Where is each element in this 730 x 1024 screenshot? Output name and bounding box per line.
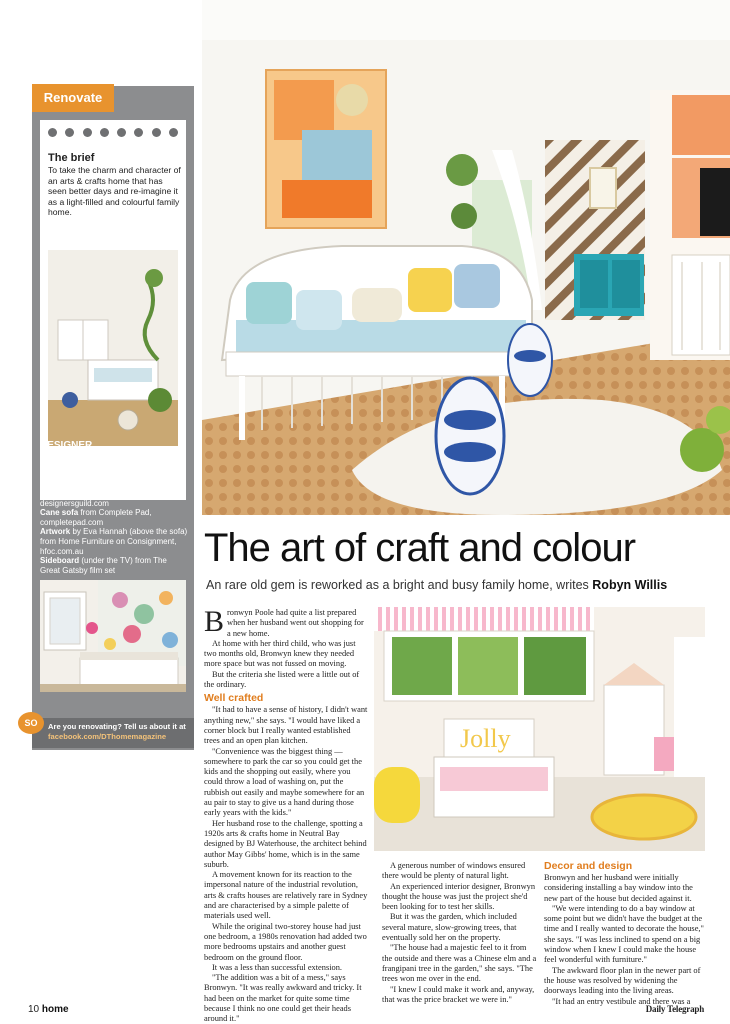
body-paragraph: An experienced interior designer, Bronwyn thought the house was just the project she'd been looking for to test her skills.: [382, 881, 536, 912]
standfirst-text: An rare old gem is reworked as a bright and busy family home, writes: [206, 578, 593, 592]
hero-photo-living-room: [202, 0, 730, 515]
facebook-link[interactable]: facebook.com/DThomemagazine: [48, 732, 167, 741]
source-list: [40, 489, 188, 575]
article-column-3: [544, 858, 706, 1007]
body-paragraph: "It had to have a sense of history, I didn't want anything new," she says. "I would have liked a corner block but I really wanted established trees and an open plan kitchen.: [204, 705, 368, 746]
svg-text:Jolly: Jolly: [460, 724, 511, 753]
section-name: home: [41, 1004, 69, 1015]
body-paragraph: It was a less than successful extension.: [212, 962, 343, 972]
body-paragraph: "It had an entry vestibule and there was a: [552, 996, 691, 1006]
body-paragraph: But the criteria she listed were a little out of the ordinary.: [204, 669, 360, 690]
designer-url: touchinteriors.com: [40, 462, 106, 471]
body-paragraph: Her husband rose to the challenge, spotting a 1920s arts & crafts home in Neutral Bay designed by BJ Waterhouse, the architect behind author May Gibbs' home, which is in the same suburb.: [204, 818, 367, 869]
article-standfirst: [206, 578, 726, 592]
source-item: Artwork by Eva Hannah (above the sofa) from Home Furniture on Consignment, hfoc.com.au: [40, 527, 188, 556]
subheading-decor-and-design: Decor and design: [544, 860, 633, 872]
renovate-tag: Renovate: [32, 84, 114, 112]
page-number: 10: [28, 1004, 40, 1015]
renovating-callout-line: Are you renovating? Tell us about it at: [48, 722, 186, 731]
source-item: Sideboard (under the TV) from The Great Gatsby film set: [40, 556, 167, 575]
body-paragraph: But it was the garden, which included several mature, slow-growing trees, that eventually sold her on the property.: [382, 912, 517, 943]
body-paragraph: "The addition was a bit of a mess," says Bronwyn. "It was really awkward and tricky. It had been on the market for quite some time because I think no one could get their heads around it.": [204, 973, 362, 1024]
subheading-well-crafted: Well crafted: [204, 692, 264, 705]
body-paragraph: A movement known for its reaction to the impersonal nature of the industrial revolution, arts & crafts houses are relatively rare in Sydney and are characterised by a simple palette of materials used well.: [204, 870, 368, 921]
drop-cap: B: [204, 605, 225, 638]
bedroom-wallpaper-photo: [40, 580, 186, 692]
renovate-sidebar: [32, 86, 194, 750]
body-paragraph: "I knew I could make it work and, anyway, that was the price bracket we were in.": [382, 984, 535, 1004]
page-footer-left: [28, 1004, 69, 1015]
source-item: Cane sofa from Complete Pad, completepad.com: [40, 508, 152, 527]
body-paragraph: "Convenience was the biggest thing — somewhere to park the car so you could get the kids and the shopping out easily, where you could throw a load of washing on, put the rubbish out easily and maybe somewhere for an au pair to stay to give us a hand during those early years with the kids.": [204, 746, 365, 818]
body-paragraph: Bronwyn and her husband were initially considering installing a bay window into the new part of the house but decided against it.: [544, 873, 693, 903]
body-paragraph: "We were intending to do a bay window at some point but we didn't have the budget at the time and I really wanted to decorate the house," she says. "I was less inclined to spend on a big window when I knew I could make the house feel wonderful with furniture.": [544, 903, 704, 965]
masthead: Daily Telegraph: [645, 1004, 704, 1014]
source-item: Entry wallpaper from Designers Guild, designersguild.com: [40, 489, 180, 508]
brief-photo-living-room: [48, 250, 178, 446]
source-heading: THE SOURCE: [40, 477, 106, 488]
body-paragraph: A generous number of windows ensured there would be plenty of natural light.: [382, 861, 526, 881]
brief-dots-decoration: [48, 128, 178, 137]
body-paragraph: At home with her third child, who was just two months old, Bronwyn knew they needed more space but was not fussed on moving.: [204, 638, 356, 669]
brief-title: The brief: [48, 152, 95, 164]
article-headline: The art of craft and colour: [204, 526, 636, 570]
renovate-logo-icon: SO: [18, 712, 44, 734]
byline: Robyn Willis: [592, 578, 668, 592]
kids-bedroom-photo: [374, 607, 705, 851]
body-paragraph: While the original two-storey house had just one bedroom, a 1980s renovation had added two more bedrooms upstairs and another guest bedroom on the ground floor.: [204, 921, 367, 962]
designer-name: Bronwyn Poole, Touch Interiors: [40, 452, 151, 461]
body-paragraph: The awkward floor plan in the newer part of the house was resolved by widening the doorways leading into the living areas.: [544, 965, 701, 996]
article-column-2: [382, 861, 538, 1005]
body-paragraph: "The house had a majestic feel to it from the outside and there was a Chinese elm and a frangipani tree in the garden," she says. "The trees won me over in the end.: [382, 943, 537, 984]
intro-paragraph: Bronwyn Poole had quite a list prepared when her husband went out shopping for a new home.: [204, 605, 364, 638]
article-column-1: [204, 605, 368, 1024]
designer-heading: DESIGNER: [40, 440, 93, 451]
renovating-callout: [48, 722, 192, 742]
brief-text: To take the charm and character of an arts & crafts home that has seen better days and re-imagine it as a light-filled and colourful family home.: [48, 165, 181, 217]
